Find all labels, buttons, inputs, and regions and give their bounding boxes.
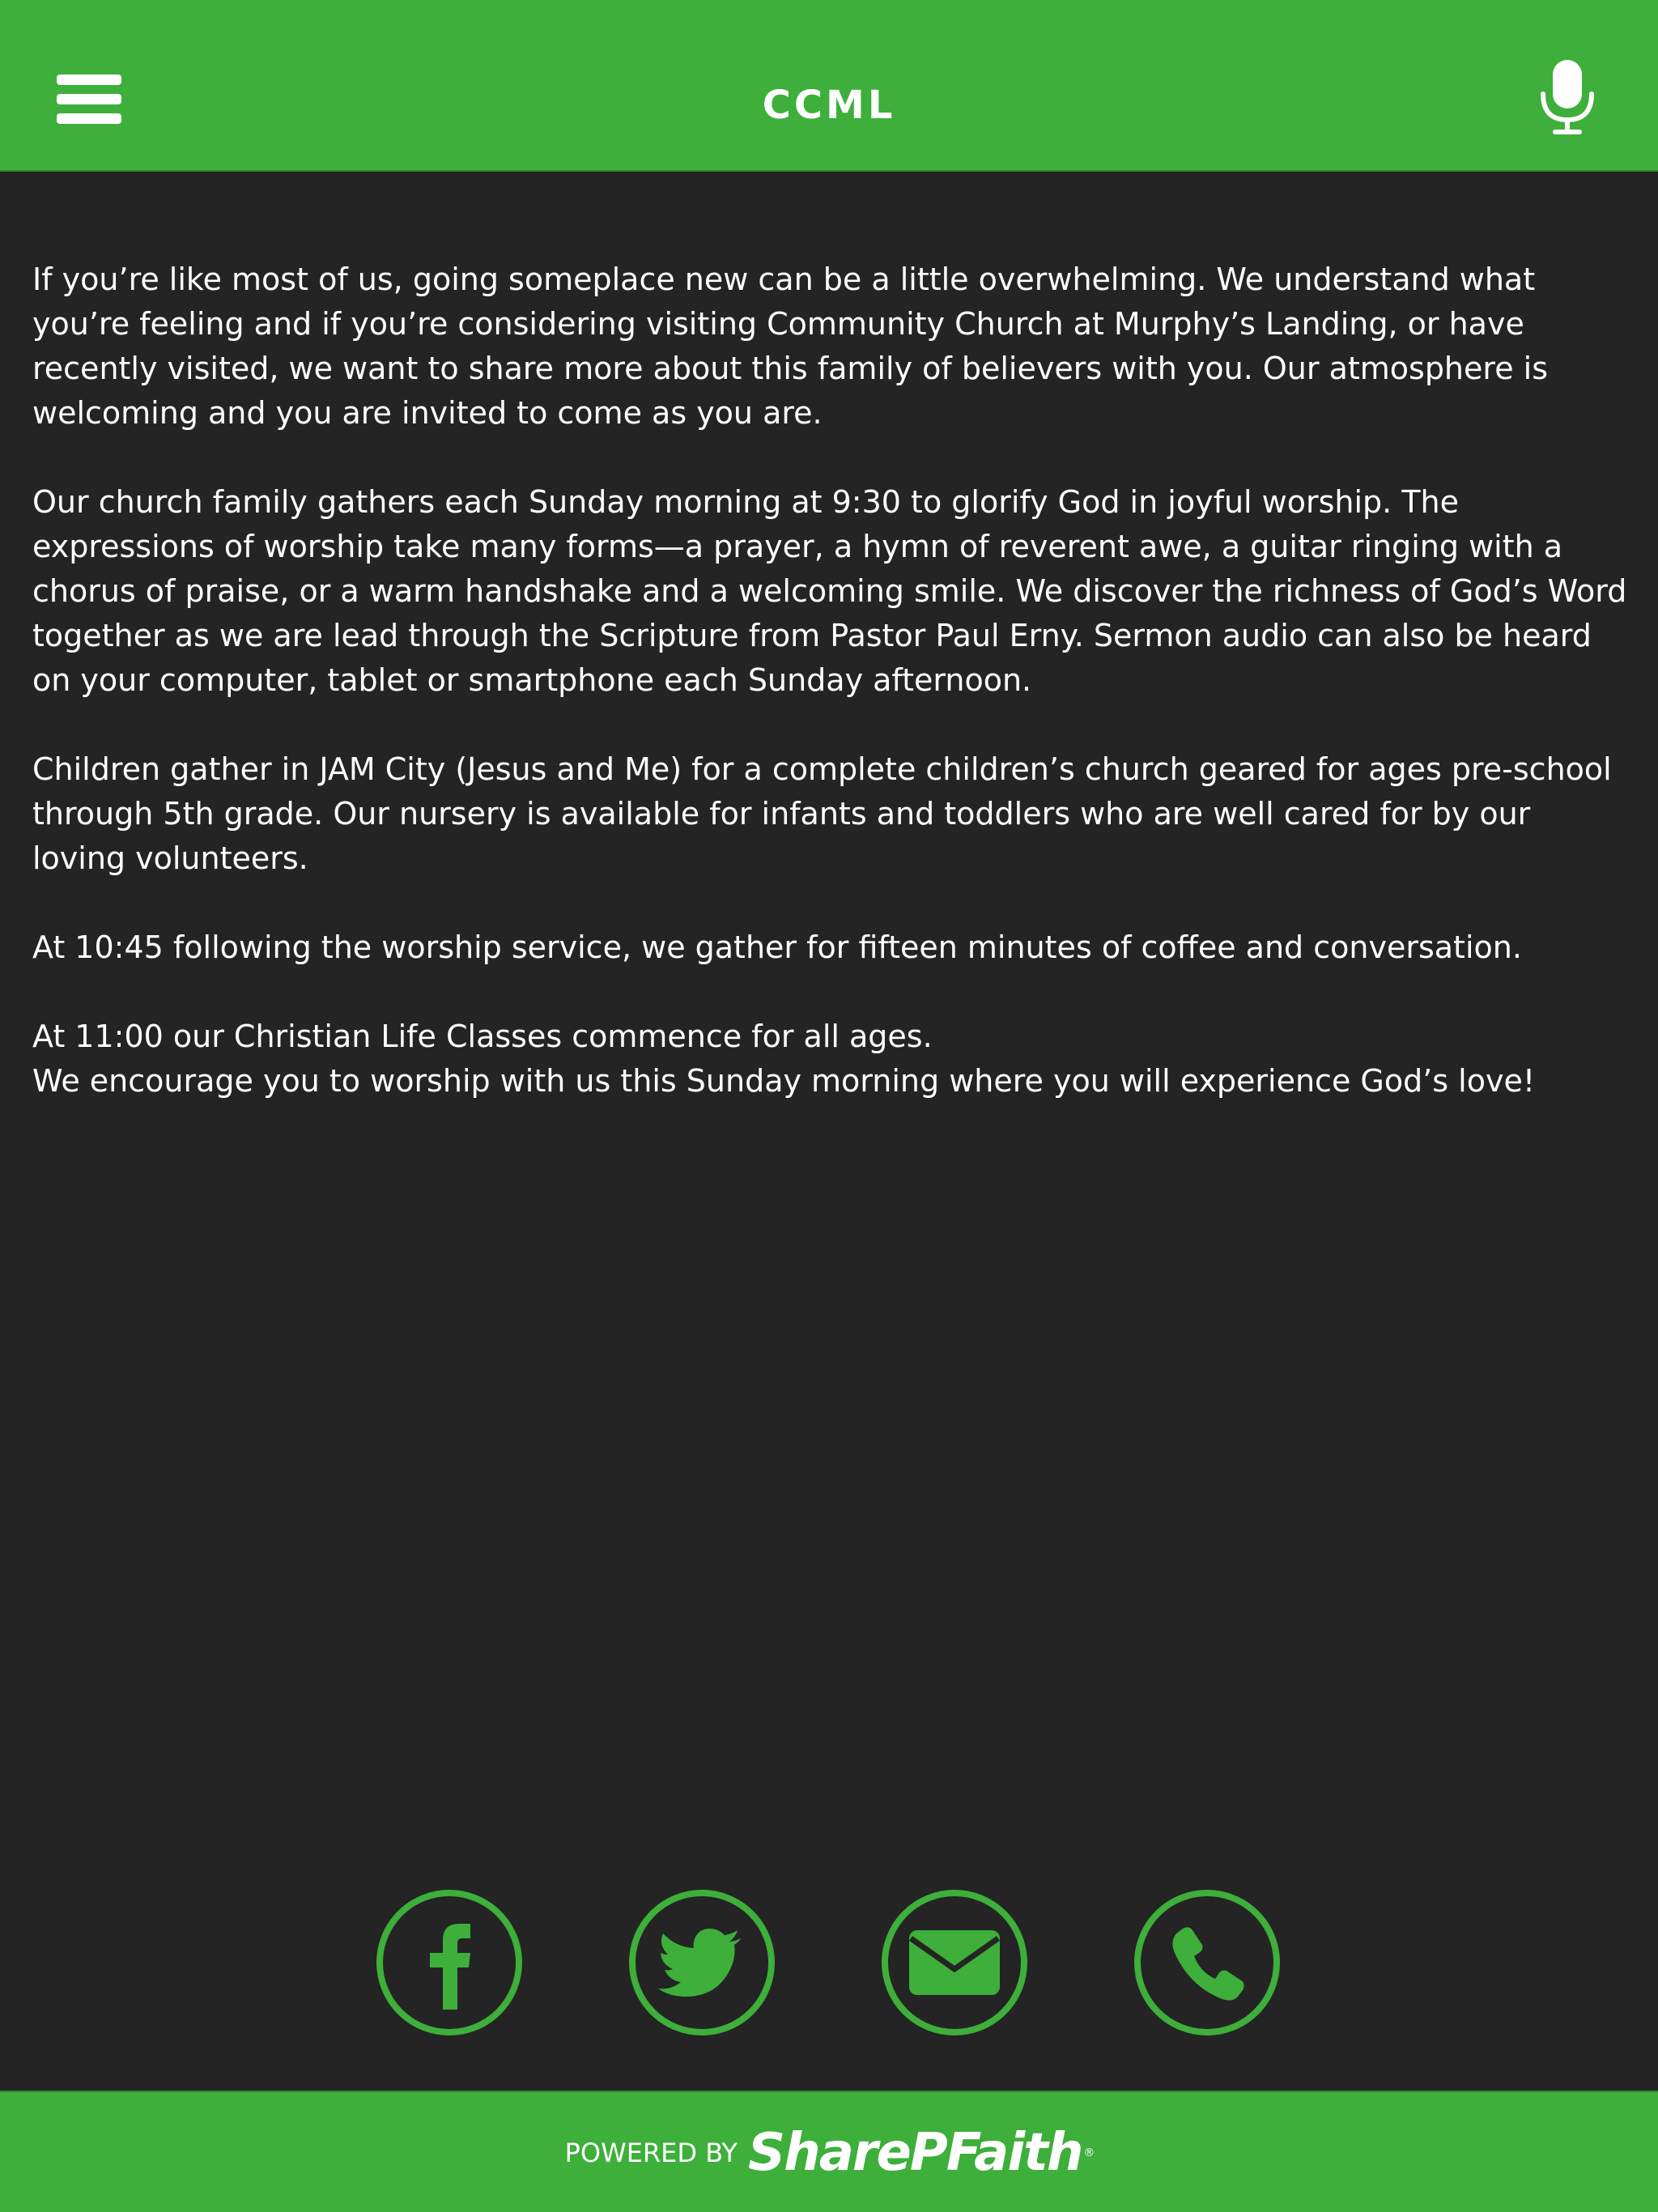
powered-by[interactable] [0,2125,1658,2181]
sharefaith-logo: SharePFaith ® [748,2123,1094,2183]
email-icon [880,1888,1029,2037]
app-title: CCML [762,83,896,128]
paragraph-intro: If you’re like most of us, going someplace new can be a little overwhelming. We understand what you’re feeling and if you’re considering visiting Community Church at Murphy’s Landing, or have recently visited, we want to share more about this family of believers with you. Our atmosphere is welcoming and you are invited to come as you are. [32,262,1549,431]
twitter-button[interactable] [627,1888,776,2037]
email-button[interactable] [880,1888,1029,2037]
paragraph-worship: Our church family gathers each Sunday morning at 9:30 to glorify God in joyful worship. The expressions of worship take many forms—a prayer, a hymn of reverent awe, a guitar ringing with a chorus of praise, or a warm handshake and a welcoming smile. We discover the richness of God’s Word together as we are lead through the Scripture from Pastor Paul Erny. Sermon audio can also be heard on your computer, tablet or smartphone each Sunday afternoon. [32,484,1627,698]
microphone-button[interactable] [1535,57,1600,138]
app-footer [0,2091,1658,2212]
microphone-icon [1535,57,1600,138]
phone-button[interactable] [1133,1888,1282,2037]
paragraph-coffee: At 10:45 following the worship service, we gather for fifteen minutes of coffee and conversation. [32,929,1522,965]
paragraph-children: Children gather in JAM City (Jesus and Me) for a complete children’s church geared for ages pre-school through 5th grade. Our nursery is available for infants and toddlers who are well cared for by our loving volunteers. [32,751,1612,876]
app-header [0,0,1658,172]
facebook-button[interactable] [375,1888,524,2037]
paragraph-classes: At 11:00 our Christian Life Classes commence for all ages. [32,1019,933,1054]
paragraph-encourage: We encourage you to worship with us this Sunday morning where you will experience God’s love! [32,1063,1536,1099]
phone-icon [1133,1888,1282,2037]
powered-by-label: POWERED BY [564,2138,738,2168]
registered-mark: ® [1083,2146,1094,2159]
social-links [0,1888,1658,2037]
facebook-icon [375,1888,524,2037]
welcome-content [32,257,1631,1104]
twitter-icon [627,1888,776,2037]
